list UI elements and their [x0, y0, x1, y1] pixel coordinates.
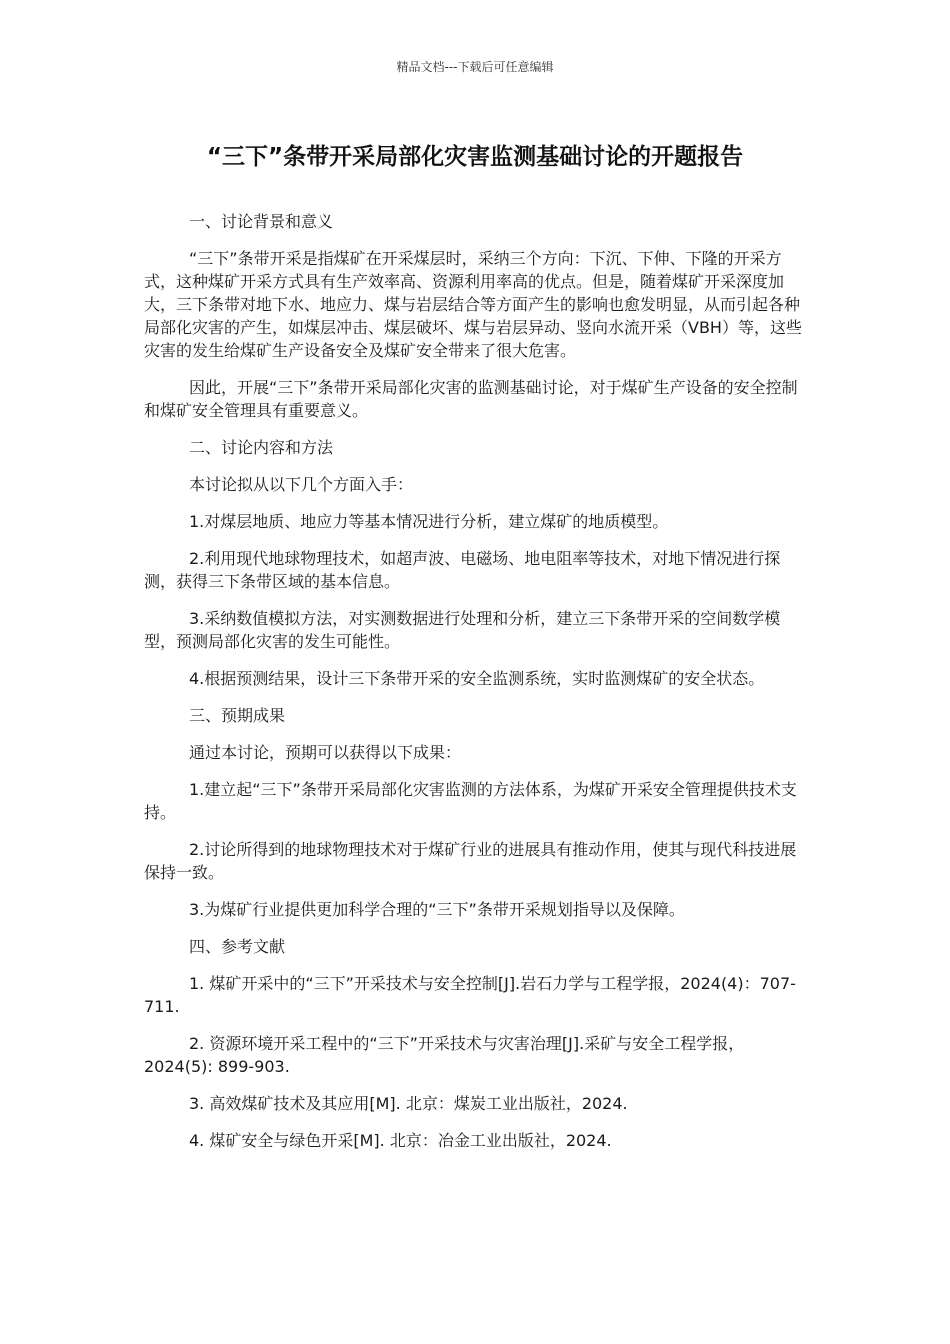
paragraph: “三下”条带开采是指煤矿在开采煤层时，采纳三个方向：下沉、下伸、下隆的开采方式，这种煤矿开采方式具有生产效率高、资源利用率高的优点。但是，随着煤矿开采深度加大，三下条带对地下水、地应力、煤与岩层结合等方面产生的影响也愈发明显，从而引起各种局部化灾害的产生，如煤层冲击、煤层破坏、煤与岩层异动、竖向水流开采（VBH）等，这些灾害的发生给煤矿生产设备安全及煤矿安全带来了很大危害。 — [144, 249, 802, 360]
document-title: “三下”条带开采局部化灾害监测基础讨论的开题报告 — [206, 144, 744, 170]
list-item: 4.根据预测结果，设计三下条带开采的安全监测系统，实时监测煤矿的安全状态。 — [189, 669, 765, 688]
list-item: 3.为煤矿行业提供更加科学合理的“三下”条带开采规划指导以及保障。 — [189, 900, 685, 919]
paragraph: 因此，开展“三下”条带开采局部化灾害的监测基础讨论，对于煤矿生产设备的安全控制和煤矿安全管理具有重要意义。 — [144, 378, 798, 420]
section-heading: 二、讨论内容和方法 — [189, 438, 334, 457]
list-item: 2.利用现代地球物理技术，如超声波、电磁场、地电阻率等技术，对地下情况进行探测，获得三下条带区域的基本信息。 — [144, 549, 781, 591]
paragraph: 本讨论拟从以下几个方面入手： — [189, 475, 414, 494]
reference-item: 4. 煤矿安全与绿色开采[M]. 北京：冶金工业出版社，2024. — [189, 1131, 612, 1150]
reference-item: 2. 资源环境开采工程中的“三下”开采技术与灾害治理[J].采矿与安全工程学报，2024(5): 899-903. — [144, 1034, 745, 1076]
list-item: 2.讨论所得到的地球物理技术对于煤矿行业的进展具有推动作用，使其与现代科技进展保持一致。 — [144, 840, 797, 882]
header-note: 精品文档---下载后可任意编辑 — [396, 60, 554, 74]
section-heading: 四、参考文献 — [189, 937, 286, 956]
paragraph: 通过本讨论，预期可以获得以下成果： — [189, 743, 462, 762]
list-item: 1.对煤层地质、地应力等基本情况进行分析，建立煤矿的地质模型。 — [189, 512, 669, 531]
section-content-methods — [144, 436, 812, 690]
reference-item: 3. 高效煤矿技术及其应用[M]. 北京：煤炭工业出版社，2024. — [189, 1094, 628, 1113]
section-references — [144, 935, 812, 1152]
list-item: 1.建立起“三下”条带开采局部化灾害监测的方法体系，为煤矿开采安全管理提供技术支持。 — [144, 780, 797, 822]
section-heading: 一、讨论背景和意义 — [189, 212, 334, 231]
section-background — [144, 210, 812, 422]
list-item: 3.采纳数值模拟方法，对实测数据进行处理和分析，建立三下条带开采的空间数学模型，预测局部化灾害的发生可能性。 — [144, 609, 781, 651]
section-heading: 三、预期成果 — [189, 706, 286, 725]
document-body — [144, 210, 812, 1166]
section-expected-results — [144, 704, 812, 921]
reference-item: 1. 煤矿开采中的“三下”开采技术与安全控制[J].岩石力学与工程学报，2024(4)：707-711. — [144, 974, 796, 1016]
